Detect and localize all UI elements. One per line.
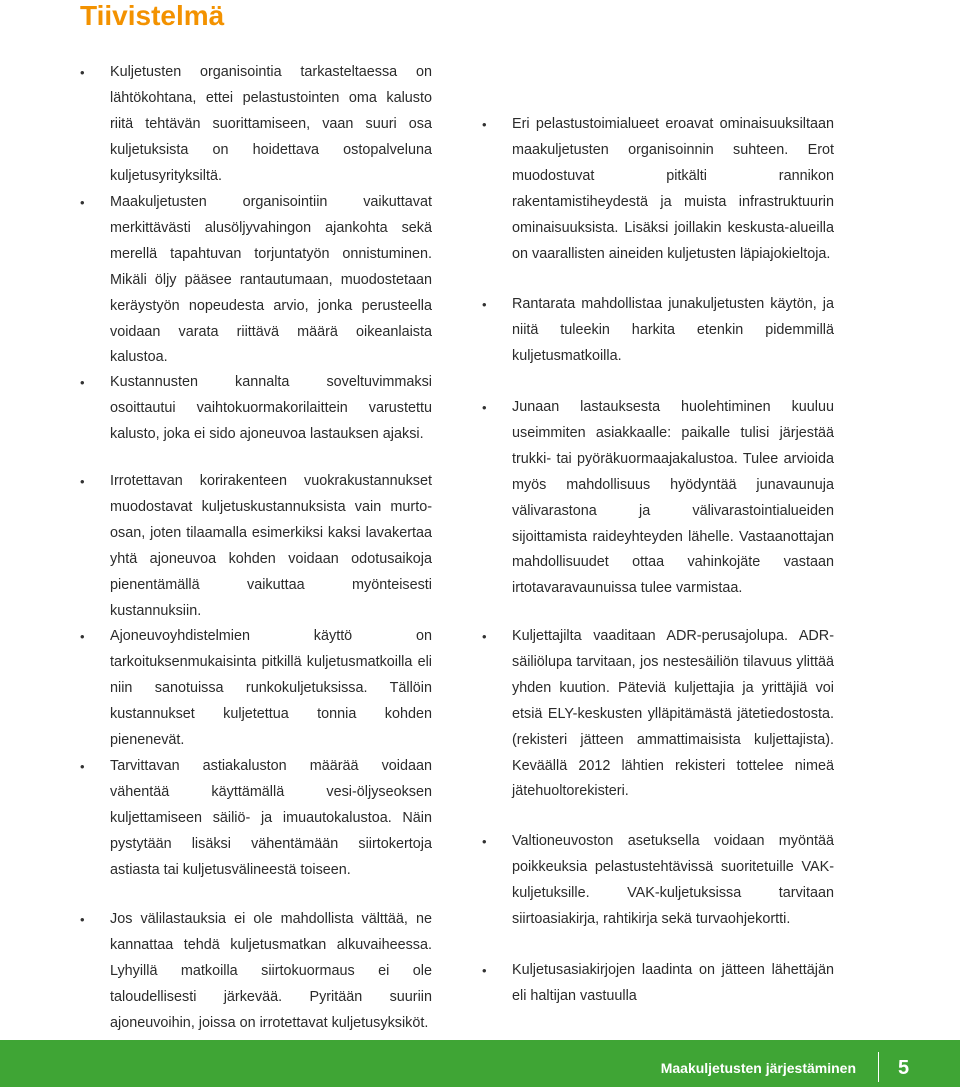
bullet-glyph: • (482, 963, 487, 978)
list-item (482, 292, 834, 370)
bullet-glyph: • (482, 400, 487, 415)
list-item (80, 754, 432, 884)
list-item-text: Maakuljetusten organisointiin vaikuttavat merkittävästi alusöljyvahingon ajankohta sekä merellä tapahtuvan torjuntatyön onnistuminen. Mikäli öljy pääsee rantautumaan, muodostetaan keräystyön nopeudesta arvio, jonka perusteella voidaan varata riittävä määrä oikeanlaista kalustoa. (110, 194, 432, 366)
list-item-text: Kustannusten kannalta soveltuvimmaksi osoittautui vaihtokuormakorilaittein varustettu kalusto, joka ei sido ajoneuvoa lastauksen ajaksi. (110, 374, 432, 442)
list-item (80, 624, 432, 754)
bullet-glyph: • (482, 117, 487, 132)
list-item (482, 829, 834, 933)
bullet-glyph: • (80, 195, 85, 210)
bullet-glyph: • (482, 297, 487, 312)
list-item (482, 395, 834, 602)
list-item (482, 112, 834, 267)
list-item-text: Valtioneuvoston asetuksella voidaan myöntää poikkeuksia pelastustehtävissä suoritetuille VAK-kuljetuksille. VAK-kuljetuksissa tarvitaan siirtoasiakirja, rahtikirja sekä turvaohjekortti. (512, 833, 834, 927)
list-item (482, 624, 834, 805)
bullet-glyph: • (80, 759, 85, 774)
list-item-text: Irrotettavan korirakenteen vuokrakustannukset muodostavat kuljetuskustannuksista vain murto-osan, joten tilaamalla esimerkiksi kaksi lavakertaa yhtä ajoneuvoa kohden voidaan odotusaikoja pienentämällä vaikuttaa myönteisesti kustannuksiin. (110, 473, 432, 619)
list-item-text: Kuljetusasiakirjojen laadinta on jätteen lähettäjän eli haltijan vastuulla (512, 962, 834, 1004)
list-item (80, 469, 432, 624)
list-item-text: Kuljettajilta vaaditaan ADR-perusajolupa. ADR-säiliölupa tarvitaan, jos nestesäiliön tilavuus ylittää yhden kuution. Päteviä kuljettajia ja yrittäjiä voi etsiä ELY-keskusten ylläpitämästä jätetiedostosta. (rekisteri jätteen ammattimaisista kuljettajista). Keväällä 2012 lähtien rekisteri tottelee nimeä jätehuoltorekisteri. (512, 628, 834, 800)
bullet-glyph: • (80, 375, 85, 390)
page-number: 5 (898, 1057, 910, 1079)
bullet-glyph: • (482, 834, 487, 849)
bullet-glyph: • (80, 912, 85, 927)
page-title: Tiivistelmä (80, 0, 225, 31)
list-item-text: Jos välilastauksia ei ole mahdollista välttää, ne kannattaa tehdä kuljetusmatkan alkuvaiheessa. Lyhyillä matkoilla siirtokuormaus ei ole taloudellisesti järkevää. Pyritään suuriin ajoneuvoihin, joissa on irrotettavat kuljetusyksiköt. (110, 911, 432, 1031)
list-item (80, 370, 432, 448)
list-item (80, 190, 432, 371)
list-item-text: Ajoneuvoyhdistelmien käyttö on tarkoituksenmukaisinta pitkillä kuljetusmatkoilla eli niin sanotuissa runkokuljetuksissa. Tällöin kustannukset kuljetettua tonnia kohden pienenevät. (110, 628, 432, 748)
footer-title: Maakuljetusten järjestäminen (660, 1060, 856, 1076)
bullet-glyph: • (80, 474, 85, 489)
list-item (482, 958, 834, 1010)
footer-divider (878, 1052, 879, 1082)
bullet-glyph: • (80, 65, 85, 80)
list-item-text: Rantarata mahdollistaa junakuljetusten käytön, ja niitä tuleekin harkita etenkin pidemmillä kuljetusmatkoilla. (512, 296, 834, 364)
list-item-text: Eri pelastustoimialueet eroavat ominaisuuksiltaan maakuljetusten organisoinnin suhteen. Erot muodostuvat pitkälti rannikon rakentamistiheydestä ja muista infrastruktuurin ominaisuuksista. Lisäksi joillakin keskusta-alueilla on vaarallisten aineiden kuljetusten läpiajokieltoja. (512, 116, 834, 262)
list-item-text: Junaan lastauksesta huolehtiminen kuuluu useimmiten asiakkaalle: paikalle tulisi järjestää trukki- tai pyöräkuormaajakalustoa. Tulee arvioida myös mahdollisuus hyödyntää junavaunuja välivarastona ja välivarastointialueiden sijoittamista raideyhteyden lähelle. Vastaanottajan mahdollisuudet ottaa vahinkojäte vastaan irtotavaravaunuissa tulee varmistaa. (512, 399, 834, 597)
list-item-text: Tarvittavan astiakaluston määrää voidaan vähentää käyttämällä vesi-öljyseoksen kuljettamiseen säiliö- ja imuautokalustoa. Näin pystytään lisäksi vähentämään siirtokertoja astiasta tai kuljetusvälineestä toiseen. (110, 758, 432, 878)
list-item (80, 907, 432, 1037)
list-item-text: Kuljetusten organisointia tarkasteltaessa on lähtökohtana, ettei pelastustointen oma kalusto riitä tehtävän suorittamiseen, vaan suuri osa kuljetuksista on hoidettava ostopalveluna kuljetusyrityksiltä. (110, 64, 432, 184)
list-item (80, 60, 432, 190)
bullet-glyph: • (80, 629, 85, 644)
bullet-glyph: • (482, 629, 487, 644)
